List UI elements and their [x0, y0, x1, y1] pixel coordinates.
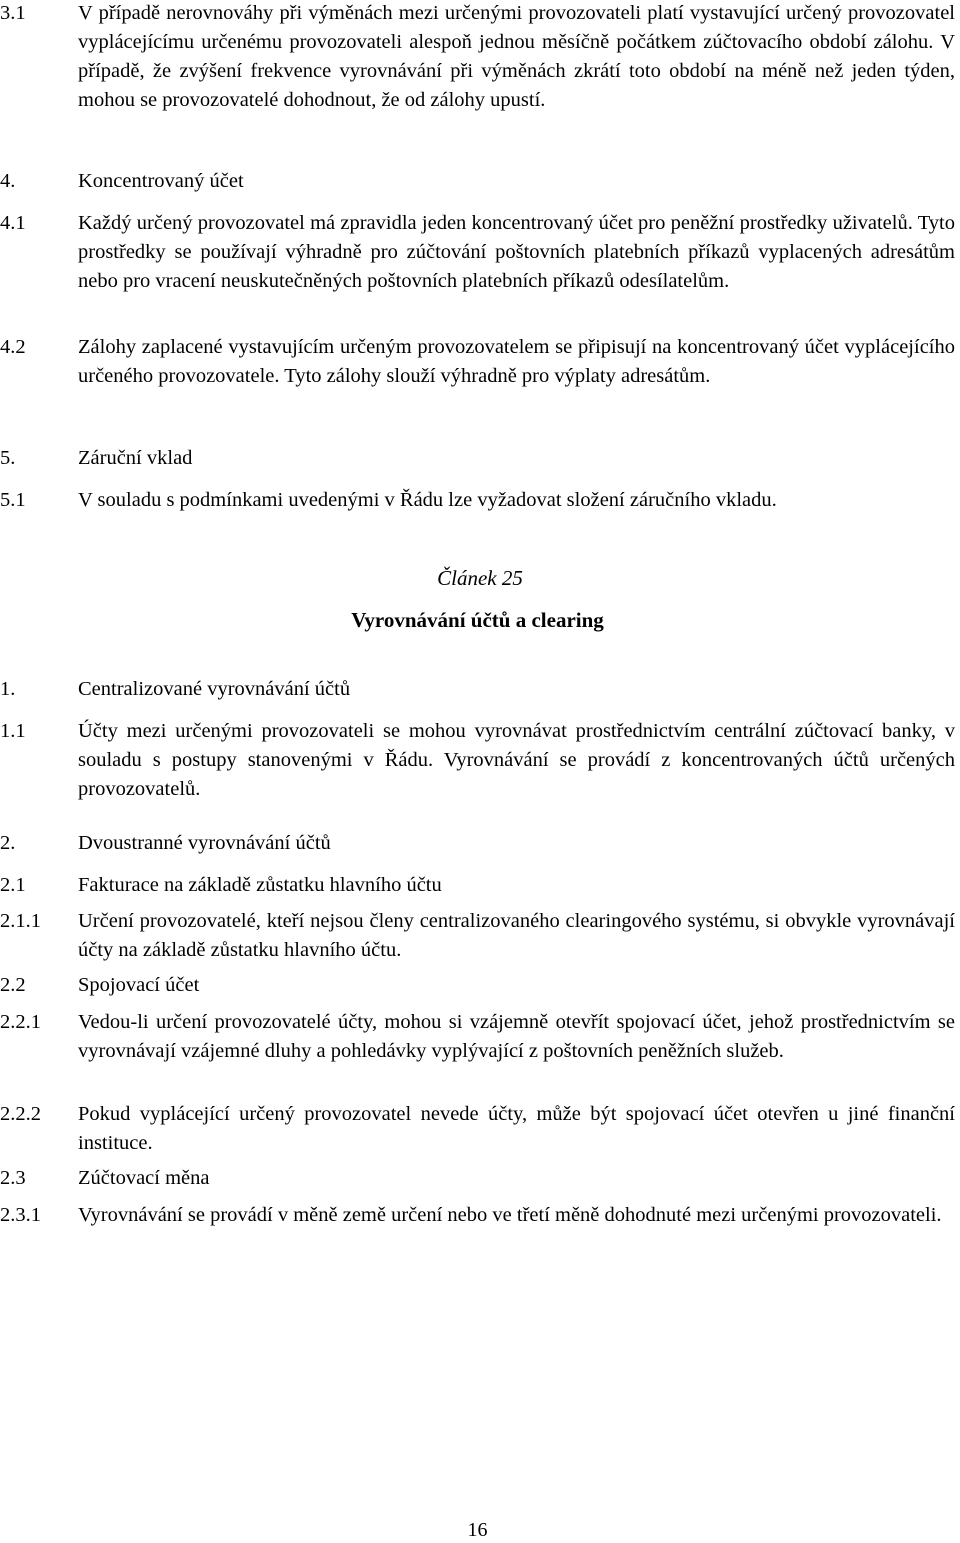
section-2-3-1 — [0, 1201, 955, 1230]
page-number: 16 — [467, 1519, 488, 1541]
section-number: 2.2 — [0, 974, 26, 996]
section-number: 2.3.1 — [0, 1204, 41, 1226]
section-5-heading — [0, 444, 955, 473]
section-heading-text: Dvoustranné vyrovnávání účtů — [78, 832, 331, 854]
section-4-heading — [0, 167, 955, 196]
section-number: 2.3 — [0, 1167, 26, 1189]
section-3-1 — [0, 0, 955, 115]
section-4-2 — [0, 333, 955, 391]
section-heading-text: Koncentrovaný účet — [78, 170, 244, 192]
section-text: V souladu s podmínkami uvedenými v Řádu lze vyžadovat složení záručního vkladu. — [78, 489, 777, 511]
article-number: Článek 25 — [437, 566, 523, 590]
section-4-1 — [0, 209, 955, 296]
section-number: 1. — [0, 678, 16, 700]
section-heading-text: Fakturace na základě zůstatku hlavního účtu — [78, 874, 442, 896]
section-number: 4. — [0, 170, 16, 192]
section-number: 1.1 — [0, 720, 26, 742]
section-2-1-heading — [0, 871, 955, 900]
section-2-1-1 — [0, 907, 955, 965]
section-text: Určení provozovatelé, kteří nejsou členy centralizovaného clearingového systému, si obvykle vyrovnávají účty na základě zůstatku hlavního účtu. — [78, 910, 955, 961]
section-heading-text: Spojovací účet — [78, 974, 200, 996]
section-text: Zálohy zaplacené vystavujícím určeným provozovatelem se připisují na koncentrovaný účet vyplácejícího určeného provozovatele. Tyto zálohy slouží výhradně pro výplaty adresátům. — [78, 336, 955, 387]
section-text: Vedou-li určení provozovatelé účty, mohou si vzájemně otevřít spojovací účet, jehož prostřednictvím se vyrovnávají vzájemné dluhy a pohledávky vyplývající z poštovních peněžních služeb. — [78, 1011, 955, 1062]
section-number: 4.2 — [0, 336, 26, 358]
section-number: 2. — [0, 832, 16, 854]
section-2-heading — [0, 829, 955, 858]
section-text: Pokud vyplácející určený provozovatel nevede účty, může být spojovací účet otevřen u jiné finanční instituce. — [78, 1103, 955, 1154]
section-heading-text: Centralizované vyrovnávání účtů — [78, 678, 351, 700]
section-number: 4.1 — [0, 212, 26, 234]
section-number: 3.1 — [0, 2, 26, 24]
section-number: 2.2.2 — [0, 1103, 41, 1125]
section-heading-text: Zúčtovací měna — [78, 1167, 210, 1189]
section-text: Každý určený provozovatel má zpravidla jeden koncentrovaný účet pro peněžní prostředky uživatelů. Tyto prostředky se používají výhradně pro zúčtování poštovních platebních příkazů vyplacených adresátům nebo pro vracení neuskutečněných poštovních platebních příkazů odesílatelům. — [78, 212, 955, 292]
section-2-2-2 — [0, 1100, 955, 1158]
section-number: 5.1 — [0, 489, 26, 511]
section-number: 2.2.1 — [0, 1011, 41, 1033]
section-number: 2.1.1 — [0, 910, 41, 932]
section-text: Účty mezi určenými provozovateli se mohou vyrovnávat prostřednictvím centrální zúčtovací banky, v souladu s postupy stanovenými v Řádu. Vyrovnávání se provádí z koncentrovaných účtů určených provozovatelů. — [78, 720, 955, 800]
section-5-1 — [0, 486, 955, 515]
section-text: Vyrovnávání se provádí v měně země určení nebo ve třetí měně dohodnuté mezi určenými provozovateli. — [78, 1204, 942, 1226]
section-number: 2.1 — [0, 874, 26, 896]
section-2-2-heading — [0, 971, 955, 1000]
section-text: V případě nerovnováhy při výměnách mezi určenými provozovateli platí vystavující určený provozovatel vyplácejícímu určenému provozovateli alespoň jednou měsíčně počátkem zúčtovacího období zálohu. V případě, že zvýšení frekvence vyrovnávání při výměnách zkrátí toto období na méně než jeden týden, mohou se provozovatelé dohodnout, že od zálohy upustí. — [78, 2, 955, 111]
article-title: Vyrovnávání účtů a clearing — [351, 608, 604, 632]
section-1-1 — [0, 717, 955, 804]
section-1-heading — [0, 675, 955, 704]
section-heading-text: Záruční vklad — [78, 447, 193, 469]
section-2-3-heading — [0, 1164, 955, 1193]
section-2-2-1 — [0, 1008, 955, 1066]
section-number: 5. — [0, 447, 16, 469]
